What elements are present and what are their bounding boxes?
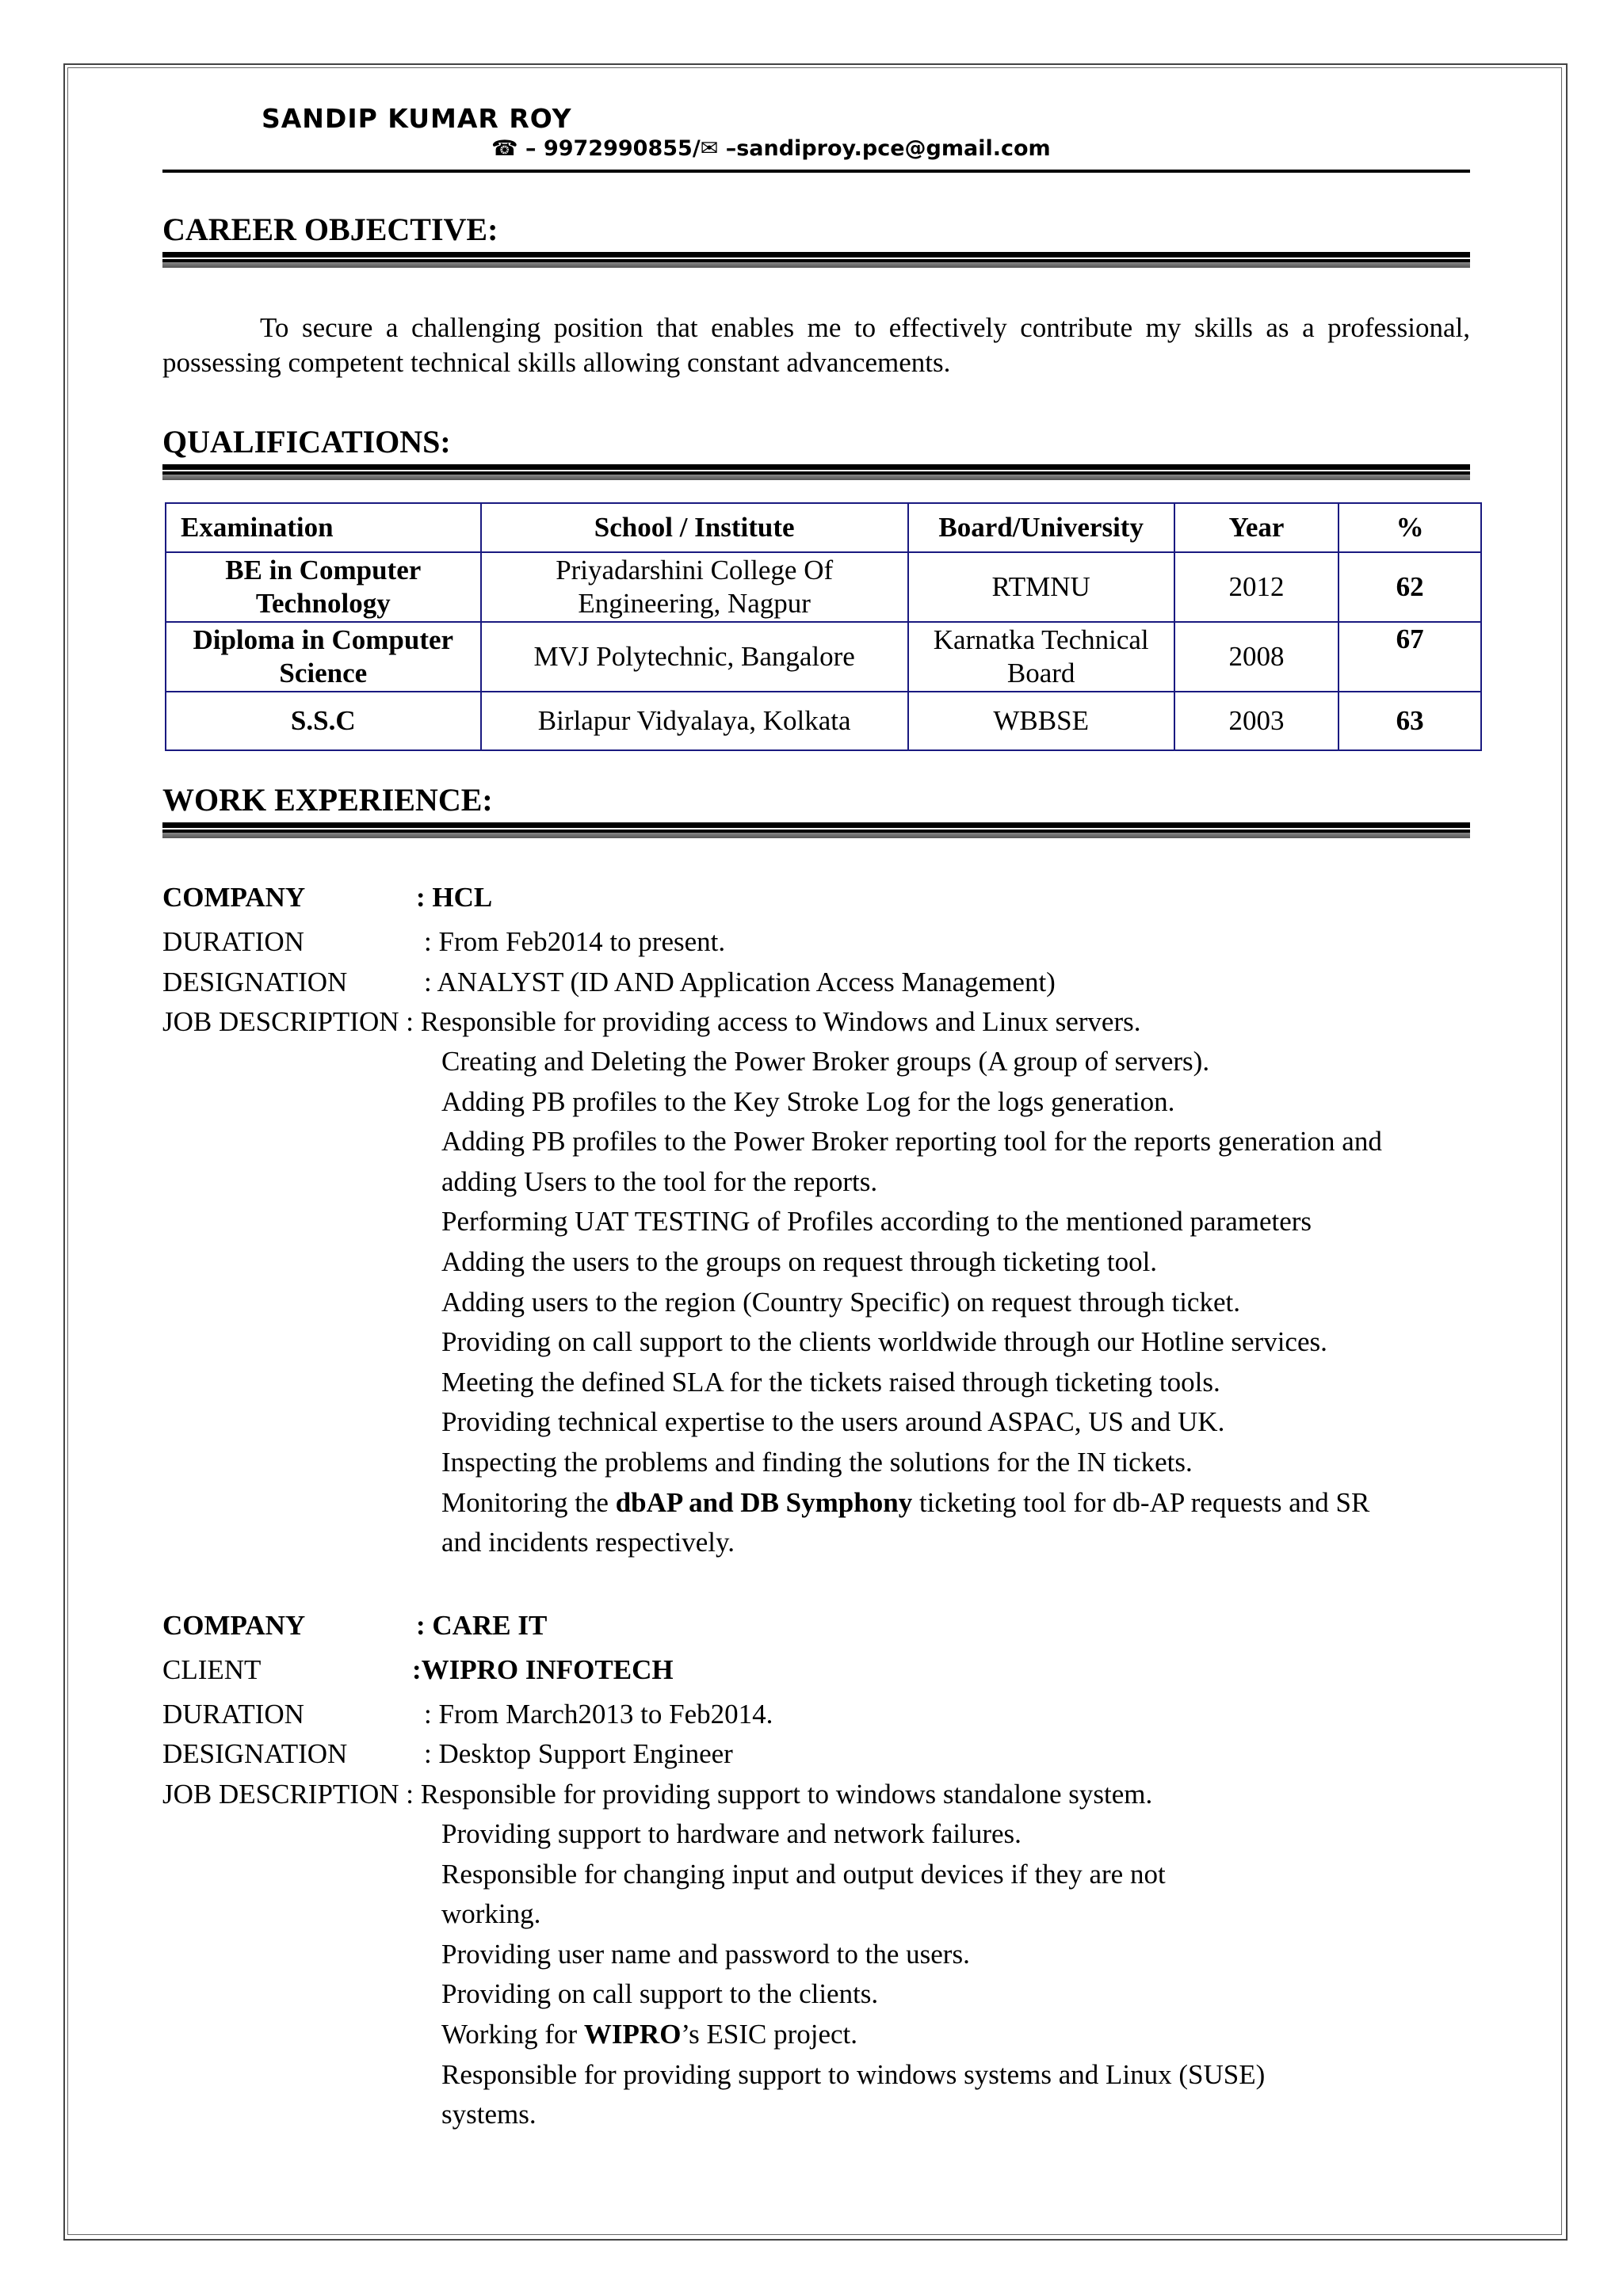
column-header: Year — [1174, 503, 1339, 552]
jd-line: Meeting the defined SLA for the tickets raised through ticketing tools. — [441, 1366, 1220, 1398]
table-row — [166, 692, 1481, 750]
job-hcl-jd-list — [441, 1042, 1382, 1563]
jd-line: Creating and Deleting the Power Broker groups (A group of servers). — [441, 1046, 1210, 1077]
career-objective-text: To secure a challenging position that enables me to effectively contribute my skills as a professional, possessing competent technical skills allowing constant advancements. — [162, 312, 1470, 378]
job-careit-designation — [162, 1737, 733, 1772]
jd-line: Providing user name and password to the users. — [441, 1938, 970, 1970]
exam-cell: BE in Computer Technology — [166, 552, 481, 622]
designation-label: DESIGNATION — [162, 967, 348, 997]
jd-line: Providing support to hardware and network failures. — [441, 1818, 1022, 1849]
jd-label: JOB DESCRIPTION — [162, 1779, 399, 1810]
column-header: Board/University — [908, 503, 1174, 552]
qualifications-table — [165, 502, 1482, 751]
board-cell: Karnatka Technical Board — [908, 622, 1174, 692]
email-address[interactable]: –sandiproy.pce@gmail.com — [725, 136, 1051, 161]
company-label: COMPANY — [162, 1610, 306, 1641]
career-objective-heading: CAREER OBJECTIVE: — [162, 212, 498, 247]
section-divider — [162, 822, 1470, 838]
duration-value: : From March2013 to Feb2014. — [424, 1699, 773, 1730]
jd-line: Inspecting the problems and finding the solutions for the IN tickets. — [441, 1446, 1193, 1478]
contact-line — [491, 136, 1051, 161]
work-experience-heading: WORK EXPERIENCE: — [162, 782, 493, 818]
school-cell: Birlapur Vidyalaya, Kolkata — [481, 692, 908, 750]
year-cell: 2003 — [1174, 692, 1339, 750]
table-header-row — [166, 503, 1481, 552]
candidate-name: SANDIP KUMAR ROY — [262, 103, 572, 134]
jd-line: Providing technical expertise to the users around ASPAC, US and UK. — [441, 1406, 1225, 1438]
table-row — [166, 622, 1481, 692]
jd-line: Working for WIPRO’s ESIC project. — [441, 2018, 858, 2050]
job-careit-jd-first — [162, 1777, 1152, 1812]
board-cell: WBBSE — [908, 692, 1174, 750]
percent-cell: 67 — [1338, 622, 1481, 692]
jd-label: JOB DESCRIPTION — [162, 1006, 399, 1037]
job-careit-company — [162, 1608, 547, 1643]
percent-cell: 62 — [1338, 552, 1481, 622]
column-header: School / Institute — [481, 503, 908, 552]
phone-number: – 9972990855/ — [525, 136, 701, 161]
jd-line: Responsible for changing input and output devices if they are not — [441, 1858, 1166, 1890]
job-careit-duration — [162, 1697, 773, 1732]
designation-value: : Desktop Support Engineer — [424, 1738, 733, 1769]
job-hcl-company — [162, 880, 492, 915]
jd-line: : Responsible for providing access to Windows and Linux servers. — [406, 1006, 1141, 1037]
designation-value: : ANALYST (ID AND Application Access Management) — [424, 967, 1056, 997]
year-cell: 2012 — [1174, 552, 1339, 622]
designation-label: DESIGNATION — [162, 1738, 348, 1769]
jd-line: Providing on call support to the clients worldwide through our Hotline services. — [441, 1326, 1327, 1358]
jd-line: Adding PB profiles to the Power Broker reporting tool for the reports generation and — [441, 1126, 1382, 1158]
client-label: CLIENT — [162, 1654, 262, 1685]
envelope-icon: ✉ — [700, 136, 719, 161]
duration-label: DURATION — [162, 1699, 304, 1730]
jd-line: Adding users to the region (Country Specific) on request through ticket. — [441, 1286, 1240, 1318]
jd-line: Performing UAT TESTING of Profiles according to the mentioned parameters — [441, 1206, 1312, 1238]
jd-line: : Responsible for providing support to windows standalone system. — [406, 1779, 1153, 1810]
section-divider — [162, 252, 1470, 268]
duration-label: DURATION — [162, 926, 304, 957]
jd-line: Responsible for providing support to windows systems and Linux (SUSE) — [441, 2058, 1266, 2090]
jd-line: and incidents respectively. — [441, 1527, 735, 1558]
job-hcl-jd-first — [162, 1005, 1141, 1039]
client-value: :WIPRO INFOTECH — [412, 1654, 674, 1685]
exam-cell: Diploma in Computer Science — [166, 622, 481, 692]
job-careit-jd-list — [441, 1814, 1265, 2135]
duration-value: : From Feb2014 to present. — [424, 926, 726, 957]
job-hcl-duration — [162, 925, 725, 959]
company-label: COMPANY — [162, 882, 306, 913]
column-header: % — [1338, 503, 1481, 552]
job-hcl-designation — [162, 965, 1056, 1000]
column-header: Examination — [166, 503, 481, 552]
section-divider — [162, 464, 1470, 480]
job-careit-client — [162, 1653, 674, 1688]
jd-line: Providing on call support to the clients. — [441, 1978, 879, 2010]
school-cell: Priyadarshini College Of Engineering, Nagpur — [481, 552, 908, 622]
table-row — [166, 552, 1481, 622]
jd-line: Adding the users to the groups on request through ticketing tool. — [441, 1245, 1158, 1277]
jd-line: Monitoring the dbAP and DB Symphony ticketing tool for db-AP requests and SR — [441, 1486, 1370, 1518]
percent-cell: 63 — [1338, 692, 1481, 750]
jd-line: adding Users to the tool for the reports. — [441, 1165, 878, 1197]
jd-line: systems. — [441, 2099, 537, 2130]
phone-icon: ☎ — [491, 136, 518, 161]
jd-line: working. — [441, 1898, 541, 1930]
header-divider — [162, 170, 1470, 173]
company-value: : HCL — [416, 882, 493, 913]
board-cell: RTMNU — [908, 552, 1174, 622]
exam-cell: S.S.C — [166, 692, 481, 750]
school-cell: MVJ Polytechnic, Bangalore — [481, 622, 908, 692]
qualifications-heading: QUALIFICATIONS: — [162, 424, 451, 460]
company-value: : CARE IT — [416, 1610, 548, 1641]
year-cell: 2008 — [1174, 622, 1339, 692]
jd-line: Adding PB profiles to the Key Stroke Log for the logs generation. — [441, 1085, 1175, 1117]
